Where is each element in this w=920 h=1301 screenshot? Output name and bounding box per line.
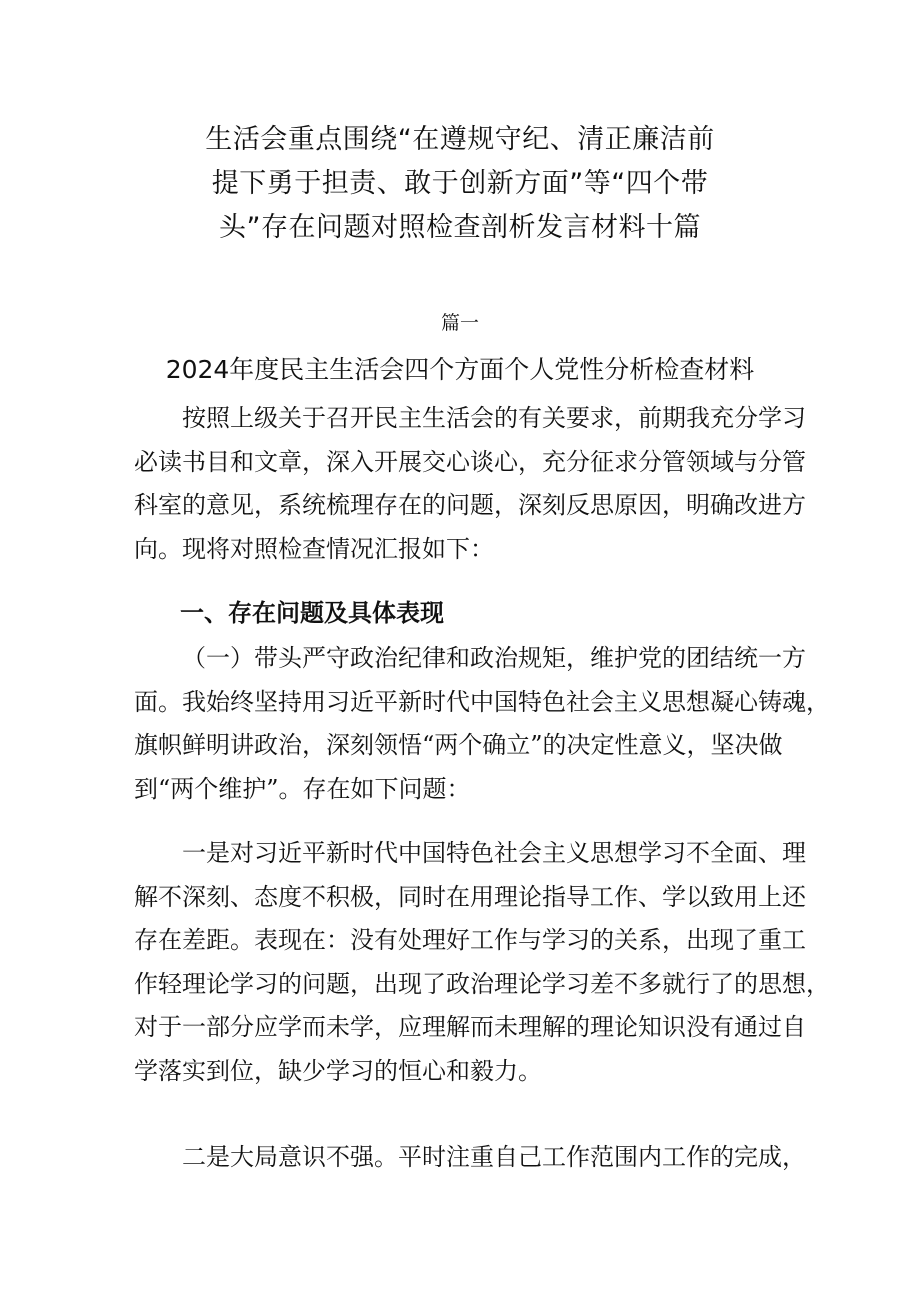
paragraph-line: 到“两个维护”。存在如下问题： <box>134 774 471 803</box>
section-marker: 篇一 <box>440 312 479 334</box>
paragraph-line: （一）带头严守政治纪律和政治规矩，维护党的团结统一方 <box>182 644 806 672</box>
paragraph-line: 一是对习近平新时代中国特色社会主义思想学习不全面、理 <box>182 839 806 867</box>
paragraph-one <box>134 637 830 811</box>
paragraph-line: 向。现将对照检查情况汇报如下： <box>134 534 494 563</box>
title-line: 生活会重点围绕“在遵规守纪、清正廉洁前 <box>205 124 715 155</box>
paragraph-line: 二是大局意识不强。平时注重自己工作范围内工作的完成， <box>182 1143 806 1171</box>
paragraph-line: 必读书目和文章，深入开展交心谈心，充分征求分管领域与分管 <box>134 447 806 476</box>
paragraph-line: 对于一部分应学而未学，应理解而未理解的理论知识没有通过自 <box>134 1013 806 1041</box>
paragraph-three <box>134 1136 806 1180</box>
paragraph-line: 学落实到位，缺少学习的恒心和毅力。 <box>134 1056 542 1085</box>
paragraph-line: 按照上级关于召开民主生活会的有关要求，前期我充分学习 <box>182 404 806 432</box>
paragraph-line: 旗帜鲜明讲政治，深刻领悟“两个确立”的决定性意义，坚决做 <box>134 731 783 759</box>
title-line: 头”存在问题对照检查剖析发言材料十篇 <box>219 212 701 243</box>
section-heading: 2024年度民主生活会四个方面个人党性分析检查材料 <box>165 355 755 384</box>
document-title <box>150 118 770 250</box>
paragraph-line: 面。我始终坚持用习近平新时代中国特色社会主义思想凝心铸魂， <box>134 687 830 716</box>
paragraph-two <box>134 832 830 1093</box>
subheading-problems: 一、存在问题及具体表现 <box>180 599 444 627</box>
title-line: 提下勇于担责、敢于创新方面”等“四个带 <box>211 168 709 199</box>
paragraph-line: 解不深刻、态度不积极，同时在用理论指导工作、学以致用上还 <box>134 882 806 911</box>
paragraph-line: 存在差距。表现在：没有处理好工作与学习的关系，出现了重工 <box>134 926 806 954</box>
paragraph-line: 科室的意见，系统梳理存在的问题，深刻反思原因，明确改进方 <box>134 491 806 519</box>
paragraph-line: 作轻理论学习的问题，出现了政治理论学习差不多就行了的思想， <box>134 969 830 998</box>
intro-paragraph <box>134 397 806 571</box>
